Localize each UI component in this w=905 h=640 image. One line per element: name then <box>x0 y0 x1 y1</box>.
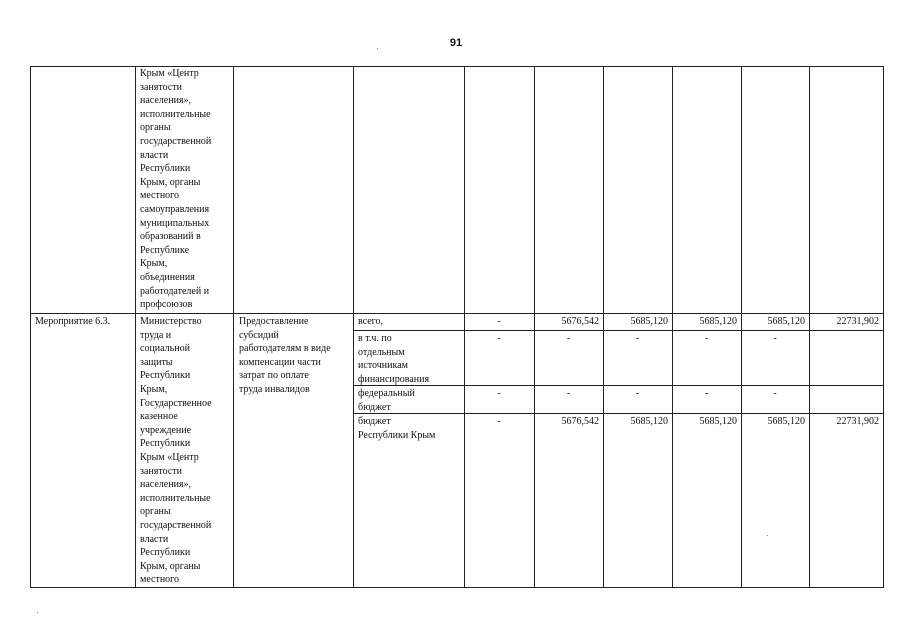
organization-line: муниципальных <box>140 217 210 229</box>
executor-line: занятости <box>140 465 182 477</box>
scan-speck <box>37 612 38 613</box>
table-cell-dash: - <box>704 333 709 344</box>
funding-source-label: отдельным <box>358 346 405 358</box>
executor-line: органы <box>140 506 171 518</box>
organization-line: работодателей и <box>140 285 210 297</box>
funding-source-label: источникам <box>358 360 408 372</box>
table-cell-dash: - <box>773 388 777 399</box>
table-cell-value: 22731,902 <box>836 316 879 327</box>
executor-line: исполнительные <box>140 492 211 504</box>
table-cell-value: 5676,542 <box>561 416 599 427</box>
description-line: компенсации части <box>239 356 321 368</box>
executor-line: местного <box>140 574 180 586</box>
description-line: работодателям в виде <box>239 343 331 355</box>
organization-line: власти <box>140 149 169 161</box>
organization-line: объединения <box>140 272 195 283</box>
organization-line: Крым «Центр <box>140 68 199 79</box>
activity-name: Мероприятие 6.3. <box>35 316 111 327</box>
organization-line: населения», <box>140 95 192 107</box>
executor-line: государственной <box>140 520 212 531</box>
table-cell-dash: - <box>497 388 501 399</box>
organization-line: образований в <box>140 231 201 243</box>
page-number: 91 <box>449 37 463 49</box>
table-column-line <box>353 66 354 588</box>
executor-line: труда и <box>140 329 172 341</box>
table-cell-value: 5685,120 <box>699 416 737 427</box>
table-column-line <box>135 66 136 588</box>
funding-source-label: бюджет <box>358 401 391 413</box>
funding-source-label: федеральный <box>358 388 415 399</box>
table-cell-value: 5676,542 <box>561 316 599 327</box>
table-cell-value: 5685,120 <box>767 316 805 327</box>
executor-line: учреждение <box>140 424 192 436</box>
executor-line: защиты <box>140 356 173 368</box>
table-subrow-line <box>353 413 884 414</box>
organization-line: самоуправления <box>140 204 210 215</box>
executor-line: Государственное <box>140 397 212 409</box>
table-cell-dash: - <box>497 416 501 427</box>
executor-line: казенное <box>140 411 178 423</box>
executor-line: Республики <box>140 370 191 382</box>
executor-line: населения», <box>140 479 192 491</box>
table-border-bottom <box>30 587 884 588</box>
table-cell-dash: - <box>497 333 501 344</box>
table-cell-value: 5685,120 <box>767 416 805 427</box>
funding-source-label: бюджет <box>358 416 391 427</box>
table-cell-value: 5685,120 <box>630 416 668 427</box>
table-row-line <box>30 313 884 314</box>
table-cell-dash: - <box>566 388 571 399</box>
table-column-line <box>30 66 31 588</box>
funding-source-label: финансирования <box>358 373 430 385</box>
funding-source-label: в т.ч. по <box>358 333 392 344</box>
organization-line: Республике <box>140 244 190 256</box>
organization-line: местного <box>140 190 180 202</box>
table-cell-dash: - <box>497 316 501 327</box>
table-subrow-line <box>353 385 884 386</box>
organization-line: Крым, <box>140 258 168 270</box>
executor-line: власти <box>140 533 169 545</box>
funding-source-label: Республики Крым <box>358 429 436 441</box>
description-line: Предоставление <box>239 316 309 327</box>
scan-speck <box>767 535 768 536</box>
executor-line: Крым, <box>140 384 168 395</box>
scan-speck <box>377 48 378 49</box>
description-line: труда инвалидов <box>239 384 310 395</box>
executor-line: Крым «Центр <box>140 452 199 463</box>
table-cell-dash: - <box>566 333 571 344</box>
table-cell-dash: - <box>635 333 640 344</box>
table-column-line <box>233 66 234 588</box>
table-cell-dash: - <box>773 333 777 344</box>
executor-line: Крым, органы <box>140 560 201 572</box>
table-cell-dash: - <box>704 388 709 399</box>
organization-line: профсоюзов <box>140 299 193 311</box>
organization-line: государственной <box>140 136 212 147</box>
organization-line: занятости <box>140 81 182 93</box>
organization-line: Крым, органы <box>140 176 201 188</box>
table-cell-value: 5685,120 <box>630 316 668 327</box>
funding-source-label: всего, <box>358 316 384 327</box>
table-cell-dash: - <box>635 388 640 399</box>
table-cell-value: 5685,120 <box>699 316 737 327</box>
table-cell-value: 22731,902 <box>836 416 879 427</box>
table-column-line <box>883 66 884 588</box>
organization-line: Республики <box>140 163 191 175</box>
executor-line: Республики <box>140 438 191 450</box>
description-line: затрат по оплате <box>239 370 309 382</box>
organization-line: исполнительные <box>140 108 211 120</box>
executor-line: социальной <box>140 343 190 355</box>
description-line: субсидий <box>239 329 279 341</box>
executor-line: Республики <box>140 547 191 559</box>
table-subrow-line <box>353 330 884 331</box>
executor-line: Министерство <box>140 316 202 327</box>
organization-line: органы <box>140 122 171 134</box>
